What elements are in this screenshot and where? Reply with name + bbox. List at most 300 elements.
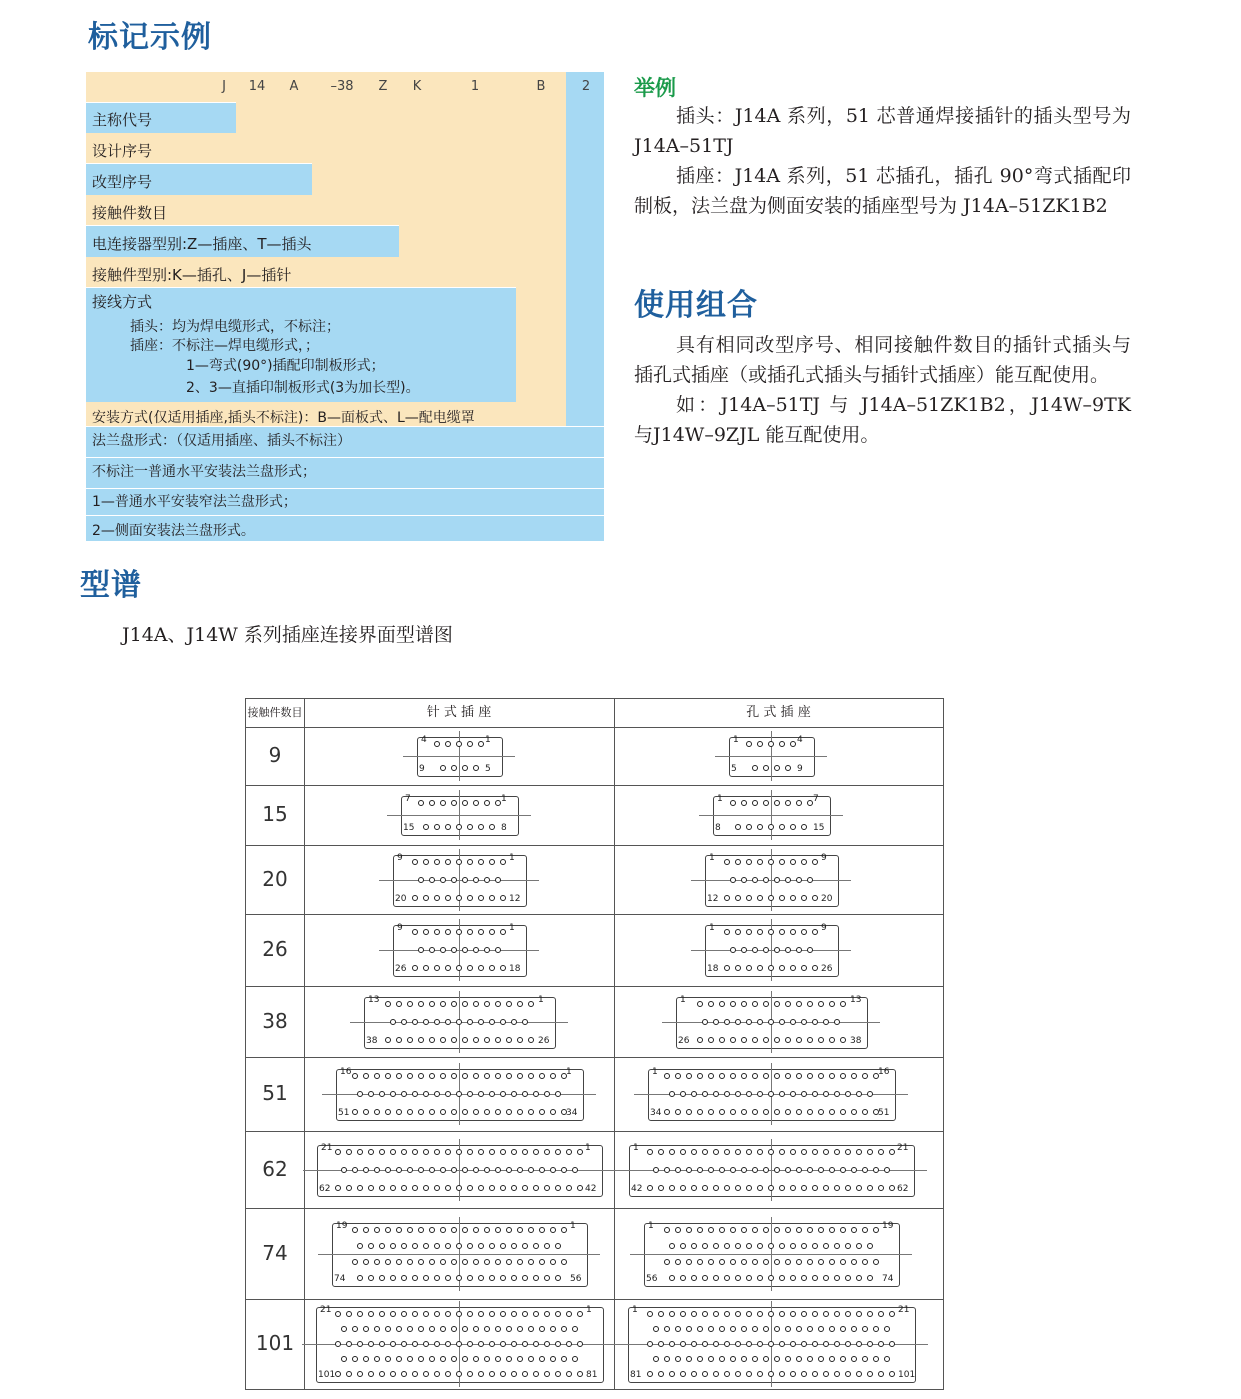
contact-dot: [401, 1243, 407, 1249]
contact-dot: [456, 965, 462, 971]
contact-dot: [544, 1311, 550, 1317]
contact-dot: [418, 1073, 424, 1079]
socket-pin-number: 1: [648, 1220, 654, 1231]
contact-dot: [445, 1149, 451, 1155]
contact-dot: [741, 1109, 747, 1115]
separator: [86, 287, 516, 288]
contact-dot: [434, 859, 440, 865]
contact-dot: [511, 1341, 517, 1347]
row-divider: [246, 1057, 943, 1058]
contact-dot: [451, 1073, 457, 1079]
contact-dot: [335, 1371, 341, 1377]
contact-dot: [423, 1019, 429, 1025]
contact-dot: [719, 1167, 725, 1173]
contact-dot: [396, 1227, 402, 1233]
contact-dot: [412, 1275, 418, 1281]
contact-dot: [445, 1275, 451, 1281]
contact-dot: [862, 1167, 868, 1173]
contact-dot: [845, 1311, 851, 1317]
contact-dot: [774, 1073, 780, 1079]
contact-dot: [478, 965, 484, 971]
contact-dot: [790, 1019, 796, 1025]
contact-dot: [506, 1109, 512, 1115]
contact-dot: [357, 1311, 363, 1317]
contact-dot: [335, 1311, 341, 1317]
centre-line: [771, 849, 772, 911]
contact-dot: [467, 741, 473, 747]
marking-title: 标记示例: [88, 20, 212, 55]
contact-dot: [484, 1167, 490, 1173]
contact-dot: [851, 1227, 857, 1233]
contact-dot: [363, 1167, 369, 1173]
contact-dot: [702, 1371, 708, 1377]
contact-dot: [577, 1185, 583, 1191]
contact-dot: [473, 1356, 479, 1362]
contact-dot: [533, 1185, 539, 1191]
contact-dot: [834, 1149, 840, 1155]
contact-dot: [577, 1371, 583, 1377]
contact-dot: [658, 1185, 664, 1191]
contact-dot: [418, 1167, 424, 1173]
marking-diagram: [86, 72, 604, 541]
label-contact-count: 接触件数目: [92, 204, 168, 222]
contact-dot: [456, 1185, 462, 1191]
contact-dot: [790, 824, 796, 830]
contact-dot: [484, 1073, 490, 1079]
contact-dot: [511, 1185, 517, 1191]
contact-dot: [495, 1326, 501, 1332]
contact-dot: [473, 947, 479, 953]
contact-dot: [412, 965, 418, 971]
contact-dot: [697, 1259, 703, 1265]
contact-dot: [807, 1356, 813, 1362]
contact-dot: [511, 1275, 517, 1281]
contact-dot: [741, 800, 747, 806]
contact-dot: [702, 1341, 708, 1347]
contact-dot: [867, 1371, 873, 1377]
contact-dot: [385, 1227, 391, 1233]
contact-dot: [357, 1149, 363, 1155]
contact-dot: [572, 1167, 578, 1173]
contact-dot: [873, 1356, 879, 1362]
contact-dot: [434, 1275, 440, 1281]
wiring-title: 接线方式: [92, 293, 153, 311]
contact-dot: [506, 1037, 512, 1043]
socket-pin-number: 5: [731, 764, 737, 774]
contact-dot: [396, 1167, 402, 1173]
contact-dot: [440, 1073, 446, 1079]
contact-dot: [763, 877, 769, 883]
contact-dot: [713, 1091, 719, 1097]
contact-dot: [845, 1091, 851, 1097]
contact-count: 62: [262, 1156, 288, 1181]
contact-dot: [790, 1185, 796, 1191]
contact-dot: [647, 1371, 653, 1377]
contact-dot: [484, 1037, 490, 1043]
pin-pin-number: 18: [509, 964, 521, 974]
contact-dot: [396, 1073, 402, 1079]
contact-dot: [763, 1326, 769, 1332]
flange-line: 不标注一普通水平安装法兰盘形式；: [92, 464, 316, 480]
contact-dot: [878, 1149, 884, 1155]
contact-dot: [807, 1259, 813, 1265]
contact-dot: [658, 1341, 664, 1347]
contact-dot: [801, 824, 807, 830]
col-divider: [304, 699, 305, 1389]
contact-dot: [478, 895, 484, 901]
contact-dot: [506, 1227, 512, 1233]
row-divider: [246, 1208, 943, 1209]
wiring-line: 1—弯式(90°)插配印制板形式；: [186, 358, 385, 374]
contact-dot: [752, 1227, 758, 1233]
contact-dot: [823, 1091, 829, 1097]
contact-dot: [467, 859, 473, 865]
contact-dot: [702, 1275, 708, 1281]
contact-dot: [495, 877, 501, 883]
contact-dot: [680, 1371, 686, 1377]
contact-dot: [845, 1341, 851, 1347]
contact-dot: [741, 1259, 747, 1265]
contact-dot: [873, 1227, 879, 1233]
contact-dot: [829, 1001, 835, 1007]
contact-dot: [719, 1356, 725, 1362]
contact-dot: [829, 1227, 835, 1233]
contact-dot: [363, 1227, 369, 1233]
contact-dot: [752, 765, 758, 771]
contact-dot: [363, 1356, 369, 1362]
contact-dot: [489, 1091, 495, 1097]
contact-dot: [680, 1149, 686, 1155]
contact-dot: [757, 1275, 763, 1281]
contact-dot: [462, 877, 468, 883]
contact-dot: [467, 929, 473, 935]
contact-dot: [528, 1167, 534, 1173]
contact-dot: [363, 1326, 369, 1332]
contact-dot: [812, 929, 818, 935]
contact-dot: [884, 1326, 890, 1332]
contact-dot: [407, 1001, 413, 1007]
contact-dot: [774, 1037, 780, 1043]
contact-dot: [418, 1109, 424, 1115]
contact-dot: [368, 1275, 374, 1281]
contact-dot: [686, 1356, 692, 1362]
header-count: 接触件数目: [247, 706, 303, 719]
contact-dot: [801, 1185, 807, 1191]
contact-dot: [845, 1185, 851, 1191]
contact-dot: [467, 824, 473, 830]
contact-dot: [445, 1185, 451, 1191]
contact-dot: [368, 1243, 374, 1249]
contact-dot: [812, 1311, 818, 1317]
contact-dot: [746, 895, 752, 901]
contact-dot: [401, 1311, 407, 1317]
contact-dot: [768, 1275, 774, 1281]
contact-dot: [418, 1356, 424, 1362]
contact-dot: [528, 1259, 534, 1265]
contact-dot: [840, 1109, 846, 1115]
contact-dot: [691, 1341, 697, 1347]
contact-dot: [774, 1326, 780, 1332]
contact-dot: [779, 929, 785, 935]
flange-line: 1—普通水平安装窄法兰盘形式；: [92, 494, 297, 510]
contact-dot: [500, 1243, 506, 1249]
contact-dot: [484, 1326, 490, 1332]
contact-dot: [796, 1259, 802, 1265]
pin-pin-number: 20: [395, 893, 407, 904]
contact-dot: [785, 1167, 791, 1173]
contact-dot: [456, 1371, 462, 1377]
contact-dot: [757, 895, 763, 901]
contact-count: 20: [262, 866, 288, 891]
contact-dot: [840, 1073, 846, 1079]
contact-dot: [352, 1073, 358, 1079]
contact-dot: [429, 1167, 435, 1173]
contact-dot: [735, 1311, 741, 1317]
contact-dot: [346, 1185, 352, 1191]
contact-dot: [779, 1185, 785, 1191]
contact-dot: [691, 1149, 697, 1155]
contact-dot: [440, 1167, 446, 1173]
socket-pin-number: 18: [707, 964, 719, 974]
contact-dot: [675, 1259, 681, 1265]
contact-dot: [379, 1091, 385, 1097]
contact-dot: [423, 1311, 429, 1317]
socket-pin-number: 9: [797, 764, 803, 774]
contact-dot: [412, 1243, 418, 1249]
contact-dot: [691, 1243, 697, 1249]
contact-dot: [730, 1356, 736, 1362]
contact-dot: [511, 1311, 517, 1317]
contact-dot: [478, 741, 484, 747]
socket-pin-number: 21: [897, 1142, 909, 1153]
socket-pin-number: 19: [882, 1220, 894, 1231]
contact-dot: [647, 1311, 653, 1317]
contact-dot: [418, 1259, 424, 1265]
socket-pin-number: 26: [821, 964, 833, 974]
contact-dot: [746, 1341, 752, 1347]
code-z: Z: [378, 79, 388, 94]
contact-dot: [840, 1001, 846, 1007]
contact-dot: [566, 1185, 572, 1191]
contact-dot: [346, 1311, 352, 1317]
spectrum-subtitle: J14A、J14W 系列插座连接界面型谱图: [122, 624, 453, 646]
contact-dot: [550, 1167, 556, 1173]
socket-pin-number: 1: [733, 735, 739, 745]
contact-dot: [867, 1275, 873, 1281]
contact-dot: [423, 1149, 429, 1155]
contact-dot: [511, 1149, 517, 1155]
contact-dot: [708, 1227, 714, 1233]
contact-dot: [801, 1275, 807, 1281]
contact-dot: [539, 1109, 545, 1115]
contact-dot: [713, 1341, 719, 1347]
contact-dot: [785, 800, 791, 806]
contact-dot: [423, 1185, 429, 1191]
example-paragraph: 插座：J14A 系列，51 芯插孔，插孔 90°弯式插配印制板，法兰盘为侧面安装的插座型号为 J14A–51ZK1B2: [634, 165, 1131, 217]
pin-pin-number: 56: [570, 1273, 582, 1284]
pin-pin-number: 5: [485, 764, 491, 774]
contact-dot: [790, 1243, 796, 1249]
contact-dot: [691, 1311, 697, 1317]
contact-dot: [357, 1185, 363, 1191]
contact-dot: [686, 1109, 692, 1115]
contact-dot: [346, 1371, 352, 1377]
contact-dot: [730, 800, 736, 806]
contact-dot: [374, 1167, 380, 1173]
pin-pin-number: 26: [395, 964, 407, 974]
contact-dot: [768, 859, 774, 865]
contact-dot: [445, 741, 451, 747]
contact-dot: [807, 877, 813, 883]
contact-dot: [500, 1275, 506, 1281]
contact-dot: [818, 1356, 824, 1362]
contact-dot: [555, 1091, 561, 1097]
contact-dot: [741, 1073, 747, 1079]
contact-dot: [555, 1371, 561, 1377]
contact-dot: [533, 1275, 539, 1281]
contact-dot: [561, 1356, 567, 1362]
col-divider: [614, 699, 615, 1389]
contact-dot: [779, 1243, 785, 1249]
contact-dot: [774, 1001, 780, 1007]
contact-dot: [774, 765, 780, 771]
contact-dot: [467, 1243, 473, 1249]
contact-dot: [385, 1326, 391, 1332]
pin-pin-number: 9: [419, 764, 425, 774]
socket-pin-number: 9: [821, 923, 827, 933]
contact-dot: [779, 1149, 785, 1155]
contact-dot: [506, 1356, 512, 1362]
contact-dot: [484, 947, 490, 953]
contact-dot: [752, 1109, 758, 1115]
contact-dot: [752, 800, 758, 806]
contact-dot: [451, 1227, 457, 1233]
pin-pin-number: 19: [336, 1220, 348, 1231]
socket-pin-number: 21: [898, 1305, 910, 1315]
contact-dot: [823, 1019, 829, 1025]
contact-dot: [401, 1371, 407, 1377]
contact-count: 9: [268, 743, 282, 767]
contact-dot: [401, 1341, 407, 1347]
contact-dot: [779, 1341, 785, 1347]
pin-pin-number: 21: [321, 1142, 333, 1153]
contact-dot: [517, 1109, 523, 1115]
contact-dot: [889, 1371, 895, 1377]
contact-dot: [445, 1371, 451, 1377]
contact-dot: [495, 1356, 501, 1362]
contact-dot: [840, 1227, 846, 1233]
contact-dot: [456, 741, 462, 747]
contact-dot: [719, 1073, 725, 1079]
usage-paragraph: 具有相同改型序号、相同接触件数目的插针式插头与插孔式插座（或插孔式插头与插针式插座）能互配使用。: [634, 334, 1131, 386]
contact-dot: [840, 1356, 846, 1362]
contact-dot: [561, 1167, 567, 1173]
contact-dot: [539, 1326, 545, 1332]
contact-dot: [812, 1185, 818, 1191]
socket-pin-number: 38: [850, 1035, 862, 1046]
contact-dot: [790, 859, 796, 865]
contact-dot: [752, 947, 758, 953]
contact-dot: [757, 1311, 763, 1317]
contact-dot: [451, 1326, 457, 1332]
contact-dot: [462, 1001, 468, 1007]
contact-dot: [801, 1149, 807, 1155]
pin-pin-number: 9: [397, 923, 403, 933]
contact-dot: [768, 1311, 774, 1317]
contact-dot: [779, 1275, 785, 1281]
contact-dot: [713, 1371, 719, 1377]
contact-dot: [511, 1019, 517, 1025]
contact-dot: [779, 895, 785, 901]
pin-pin-number: 26: [538, 1035, 550, 1046]
contact-dot: [735, 1149, 741, 1155]
contact-dot: [478, 824, 484, 830]
contact-dot: [719, 1109, 725, 1115]
contact-dot: [374, 1109, 380, 1115]
contact-dot: [385, 1259, 391, 1265]
usage-text: [634, 330, 1131, 450]
contact-dot: [473, 1326, 479, 1332]
contact-dot: [456, 1019, 462, 1025]
contact-dot: [669, 1341, 675, 1347]
contact-dot: [390, 1091, 396, 1097]
contact-dot: [363, 1259, 369, 1265]
contact-dot: [577, 1341, 583, 1347]
contact-dot: [702, 1019, 708, 1025]
contact-dot: [335, 1185, 341, 1191]
contact-dot: [401, 1019, 407, 1025]
contact-dot: [746, 1091, 752, 1097]
contact-dot: [812, 1371, 818, 1377]
contact-dot: [801, 1371, 807, 1377]
contact-dot: [796, 1037, 802, 1043]
contact-dot: [445, 895, 451, 901]
contact-dot: [423, 1243, 429, 1249]
separator: [86, 163, 312, 164]
contact-dot: [434, 1311, 440, 1317]
contact-dot: [462, 1167, 468, 1173]
contact-dot: [511, 1091, 517, 1097]
contact-dot: [851, 1356, 857, 1362]
separator: [86, 457, 604, 458]
contact-dot: [440, 1326, 446, 1332]
contact-dot: [456, 895, 462, 901]
contact-dot: [845, 1371, 851, 1377]
contact-dot: [785, 1001, 791, 1007]
contact-dot: [829, 1326, 835, 1332]
contact-dot: [484, 1227, 490, 1233]
contact-dot: [396, 1109, 402, 1115]
contact-dot: [779, 741, 785, 747]
contact-dot: [423, 965, 429, 971]
contact-dot: [418, 1037, 424, 1043]
contact-dot: [489, 1275, 495, 1281]
contact-dot: [752, 1073, 758, 1079]
contact-dot: [407, 1259, 413, 1265]
contact-dot: [489, 1185, 495, 1191]
contact-dot: [396, 1259, 402, 1265]
contact-dot: [708, 1037, 714, 1043]
contact-dot: [561, 1326, 567, 1332]
contact-dot: [807, 1167, 813, 1173]
contact-dot: [686, 1326, 692, 1332]
contact-dot: [730, 1037, 736, 1043]
label-connector-type: 电连接器型别:Z—插座、T—插头: [92, 235, 312, 253]
contact-dot: [495, 1259, 501, 1265]
contact-dot: [763, 1109, 769, 1115]
step-block: [516, 72, 566, 402]
contact-dot: [763, 1259, 769, 1265]
